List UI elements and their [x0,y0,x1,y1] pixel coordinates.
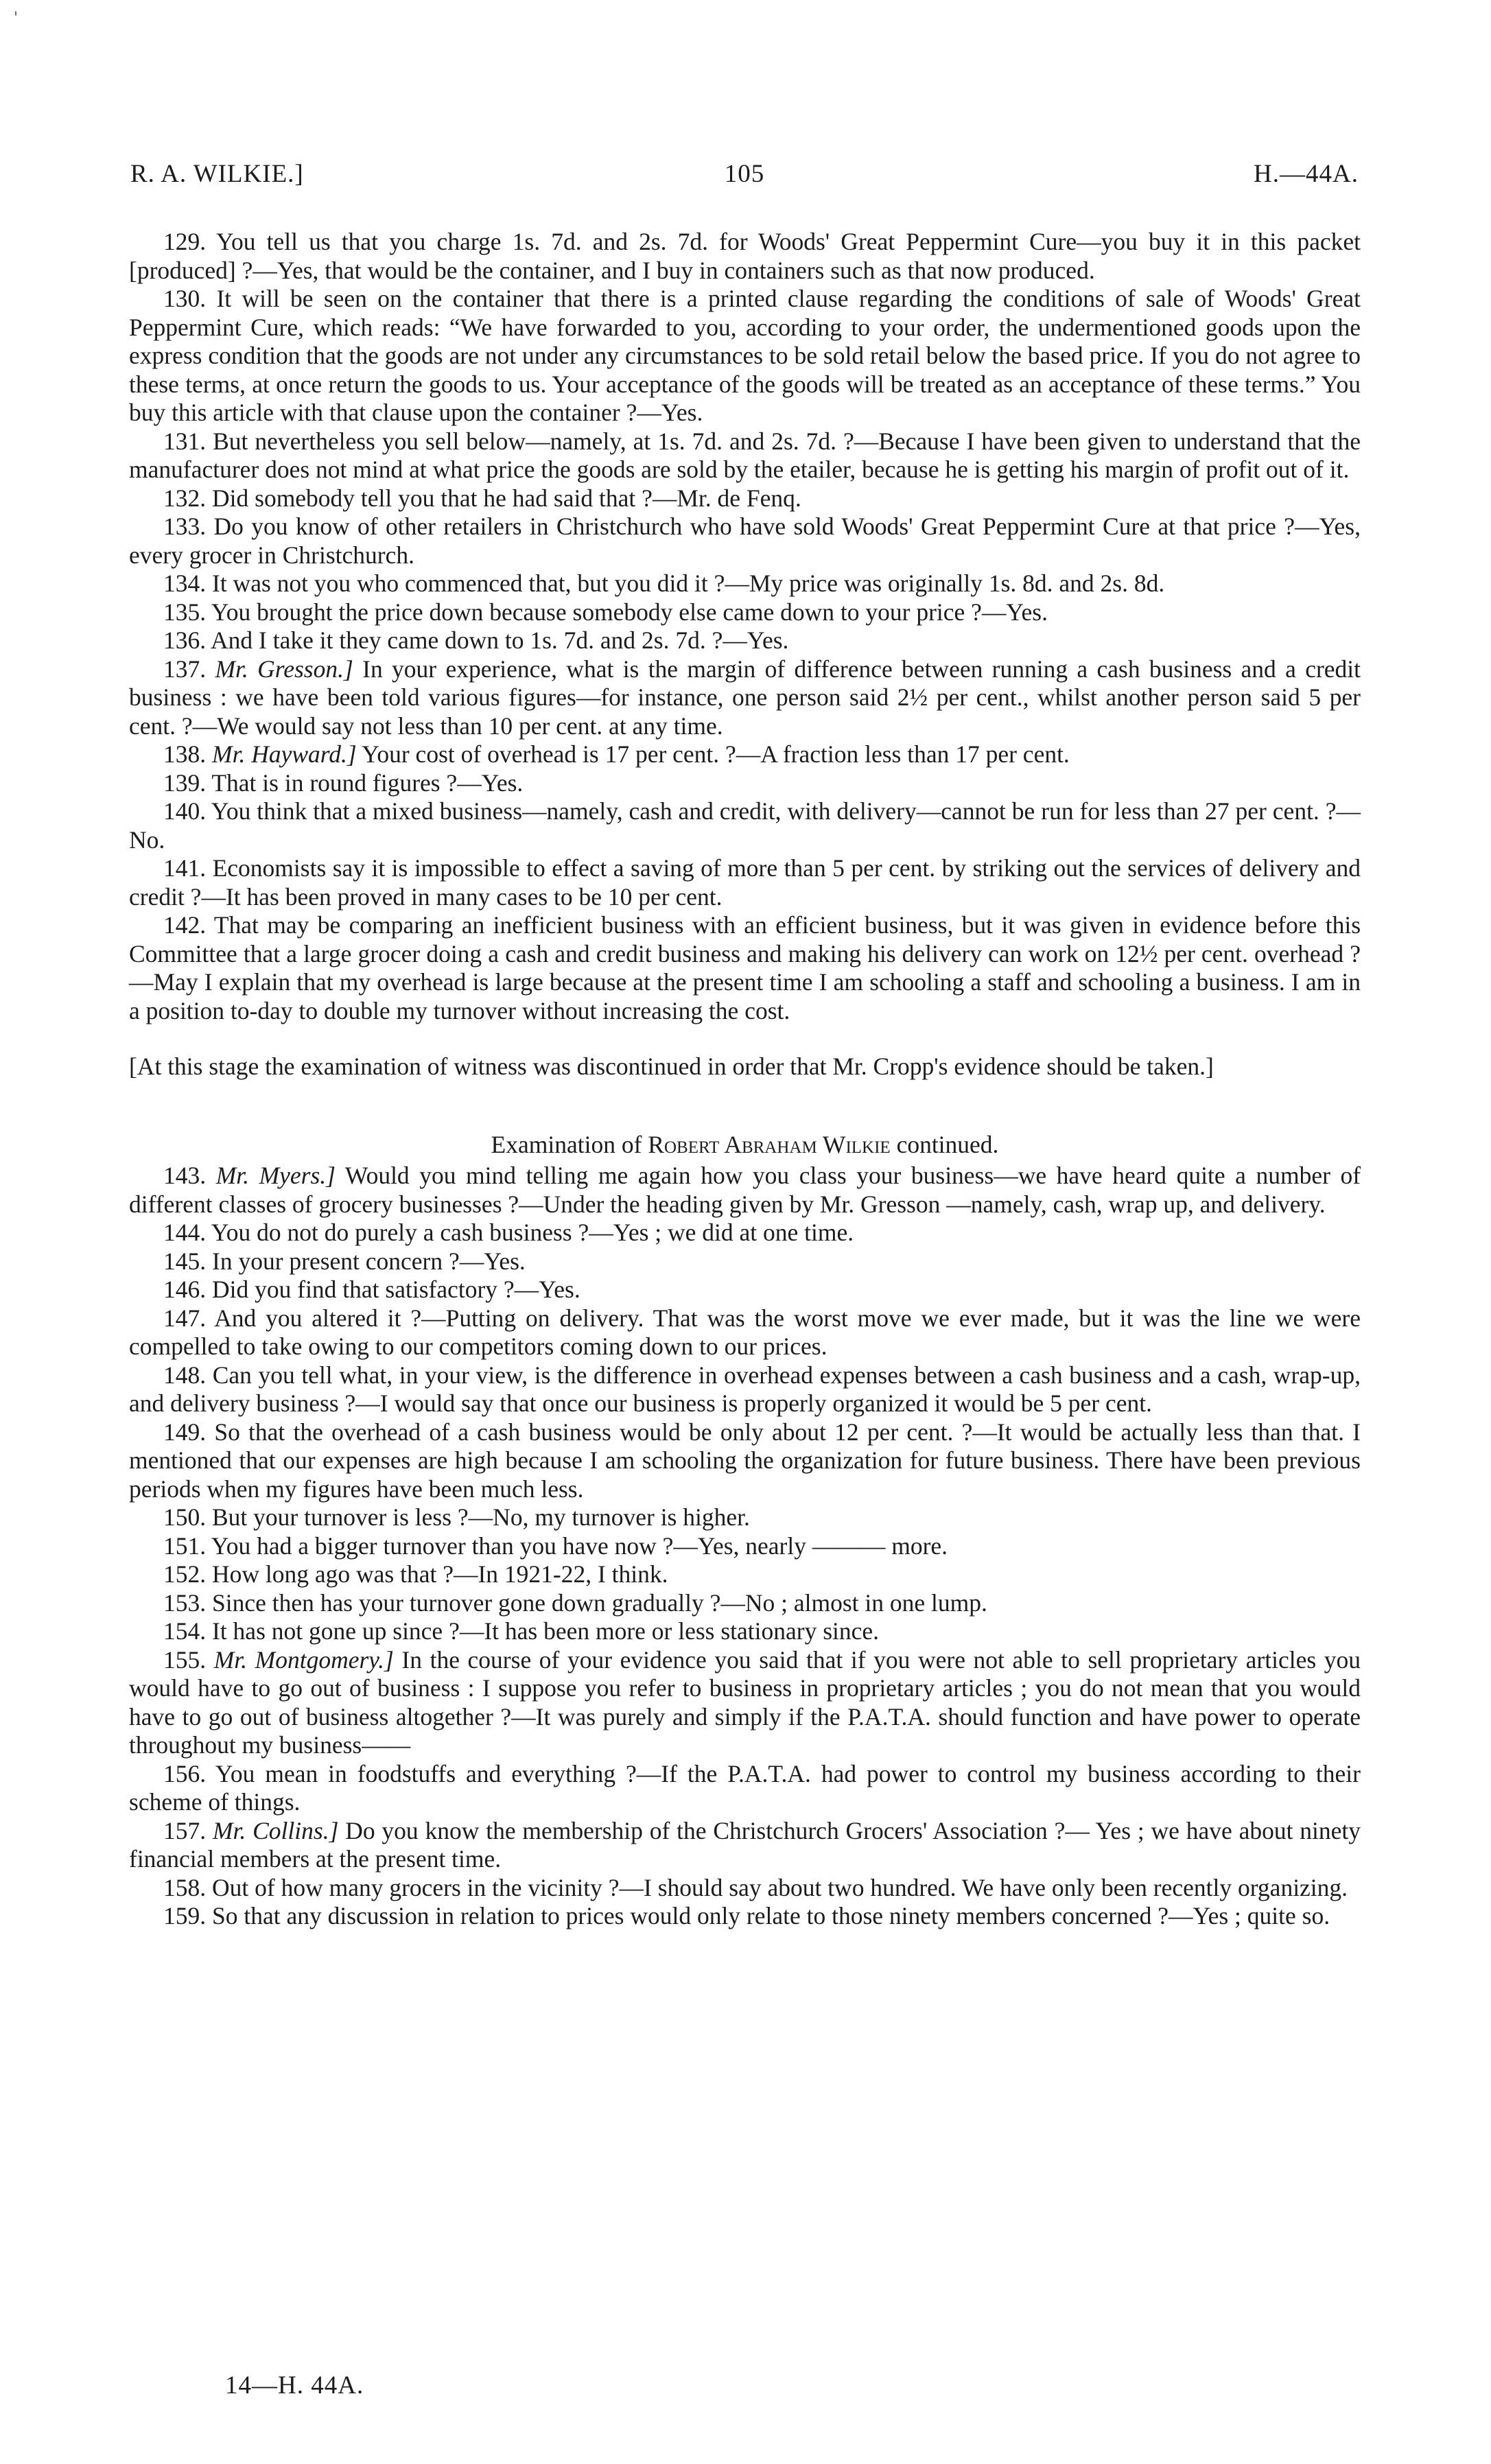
question-number: 157. [163,1816,207,1844]
question-number: 154. [163,1617,207,1645]
question-number: 137. [163,655,207,683]
question-number: 152. [163,1560,207,1588]
question-number: 133. [163,513,207,540]
section-heading-prefix: Examination of [491,1130,642,1158]
question-number: 147. [163,1304,207,1332]
question-answer-paragraph [129,655,1361,741]
question-number: 141. [163,854,207,882]
question-answer-paragraph [129,570,1361,598]
question-answer-paragraph [129,228,1361,285]
question-answer-text: You tell us that you charge 1s. 7d. and 2s. 7d. for Woods' Great Peppermint Cure—you buy it in this packet [produced] ?—Yes, that would be the container, and I buy in containers such as that now produced. [129,228,1361,284]
question-answer-text: So that any discussion in relation to prices would only relate to those ninety members concerned ?—Yes ; quite so. [212,1902,1330,1929]
question-answer-paragraph [129,1503,1361,1532]
question-answer-text: In your experience, what is the margin of difference between running a cash business and a credit business : we have been told various figures—for instance, one person said 2½ per cent., whilst another person said 5 per cent. ?—We would say not less than 10 per cent. at any time. [129,655,1361,740]
question-number: 145. [163,1247,207,1275]
question-answer-text: It will be seen on the container that there is a printed clause regarding the conditions of sale of Woods' Great Peppermint Cure, which reads: “We have forwarded to you, according to your order, the undermentioned goods upon the express condition that the goods are not under any circumstances to be sold retail below the based price. If you do not agree to these terms, at once return the goods to us. Your acceptance of the goods will be treated as an acceptance of these terms.” You buy this article with that clause upon the container ?—Yes. [129,285,1361,426]
testimony-block-first [129,228,1361,1025]
question-answer-text: But nevertheless you sell below—namely, at 1s. 7d. and 2s. 7d. ?—Because I have been given to understand that the manufacturer does not mind at what price the goods are sold by the etailer, because he is getting his margin of profit out of it. [129,427,1361,483]
question-answer-text: So that the overhead of a cash business would be only about 12 per cent. ?—It would be actually less than that. I mentioned that our expenses are high because I am schooling the organization for future business. There have been previous periods when my figures have been much less. [129,1418,1361,1503]
question-answer-paragraph [129,1304,1361,1361]
question-answer-text: It has not gone up since ?—It has been more or less stationary since. [212,1617,880,1645]
question-number: 132. [163,484,207,512]
question-answer-text: That may be comparing an inefficient business with an efficient business, but it was given in evidence before this Committee that a large grocer doing a cash and credit business and making his delivery can work on 12½ per cent. overhead ?—May I explain that my overhead is large because at the present time I am schooling a staff and schooling a business. I am in a position to-day to double my turnover without increasing the cost. [129,911,1361,1024]
document-body [129,228,1361,1931]
question-number: 150. [163,1503,207,1531]
question-answer-text: Can you tell what, in your view, is the difference in overhead expenses between a cash business and a cash, wrap-up, and delivery business ?—I would say that once our business is properly organized it would be 5 per cent. [129,1361,1361,1417]
speaker-name: Mr. Hayward.] [212,740,357,768]
question-answer-text: You do not do purely a cash business ?—Yes ; we did at one time. [211,1219,854,1246]
question-answer-text: You think that a mixed business—namely, cash and credit, with delivery—cannot be run for less than 27 per cent. ?—No. [129,797,1361,854]
question-answer-paragraph [129,626,1361,655]
question-answer-paragraph [129,1817,1361,1874]
question-answer-paragraph [129,797,1361,854]
question-answer-text: Do you know the membership of the Christchurch Grocers' Association ?— Yes ; we have about ninety financial members at the present time. [129,1816,1361,1873]
question-answer-paragraph [129,1276,1361,1304]
question-answer-paragraph [129,1247,1361,1276]
header-witness-name: R. A. WILKIE.] [130,160,304,188]
question-answer-paragraph [129,427,1361,484]
question-answer-text: Did somebody tell you that he had said that ?—Mr. de Fenq. [212,484,801,512]
question-answer-paragraph [129,1760,1361,1817]
question-number: 156. [163,1759,207,1787]
question-answer-paragraph [129,1162,1361,1219]
header-page-number: 105 [724,160,765,188]
question-answer-paragraph [129,1589,1361,1618]
speaker-name: Mr. Gresson.] [215,655,353,683]
question-number: 155. [163,1645,207,1674]
section-heading [129,1131,1361,1160]
question-answer-text: And you altered it ?—Putting on delivery. That was the worst move we ever made, but it was the line we were compelled to take owing to our competitors coming down to our prices. [129,1304,1361,1360]
testimony-block-continued [129,1162,1361,1931]
question-answer-text: How long ago was that ?—In 1921-22, I think. [212,1560,668,1588]
question-number: 158. [163,1873,207,1901]
speaker-name: Mr. Collins.] [212,1816,339,1844]
header-document-reference: H.—44A. [1254,160,1359,188]
section-heading-suffix: continued. [896,1130,999,1158]
question-answer-paragraph [129,1532,1361,1561]
question-answer-text: Do you know of other retailers in Christchurch who have sold Woods' Great Peppermint Cure at that price ?—Yes, every grocer in Christchurch. [129,513,1361,569]
question-number: 143. [163,1162,207,1189]
question-answer-paragraph [129,740,1361,769]
question-answer-text: Would you mind telling me again how you class your business—we have heard quite a number of different classes of grocery businesses ?—Under the heading given by Mr. Gresson —namely, cash, wrap up, and delivery. [129,1162,1361,1218]
question-number: 153. [163,1588,207,1617]
question-answer-paragraph [129,285,1361,427]
question-answer-paragraph [129,1902,1361,1931]
stage-note: [At this stage the examination of witness was discontinued in order that Mr. Cropp's evidence should be taken.] [129,1053,1214,1080]
question-answer-text: Your cost of overhead is 17 per cent. ?—A fraction less than 17 per cent. [362,740,1070,768]
question-number: 130. [163,285,207,312]
footer-signature: 14—H. 44A. [225,2371,364,2400]
page-header [130,159,1359,198]
question-answer-text: Economists say it is impossible to effect a saving of more than 5 per cent. by striking out the services of delivery and credit ?—It has been proved in many cases to be 10 per cent. [129,854,1361,911]
question-answer-paragraph [129,911,1361,1025]
question-number: 159. [163,1902,207,1929]
question-number: 140. [163,797,207,825]
question-number: 131. [163,427,207,455]
question-number: 136. [163,626,207,654]
question-answer-text: You had a bigger turnover than you have now ?—Yes, nearly ——— more. [211,1532,948,1560]
speaker-name: Mr. Montgomery.] [213,1645,394,1674]
question-number: 142. [163,911,207,939]
question-answer-paragraph [129,1874,1361,1903]
question-answer-paragraph [129,598,1361,627]
question-answer-text: Out of how many grocers in the vicinity ?—I should say about two hundred. We have only been recently organizing. [212,1873,1348,1901]
question-answer-paragraph [129,769,1361,798]
question-answer-text: You mean in foodstuffs and everything ?—If the P.A.T.A. had power to control my business according to their scheme of things. [129,1759,1361,1816]
question-answer-paragraph [129,1617,1361,1646]
question-number: 149. [163,1418,207,1446]
question-number: 135. [163,598,207,626]
question-answer-text: And I take it they came down to 1s. 7d. and 2s. 7d. ?—Yes. [211,626,789,654]
question-answer-paragraph [129,513,1361,570]
question-answer-paragraph [129,1560,1361,1589]
page-edge-mark: ' [14,10,19,27]
question-answer-paragraph [129,484,1361,513]
question-answer-text: You brought the price down because somebody else came down to your price ?—Yes. [211,598,1048,626]
question-number: 129. [163,228,207,255]
question-answer-text: It was not you who commenced that, but you did it ?—My price was originally 1s. 8d. and 2s. 8d. [212,570,1165,597]
question-answer-text: In your present concern ?—Yes. [212,1247,526,1275]
question-answer-paragraph [129,1361,1361,1418]
question-answer-paragraph [129,1646,1361,1760]
question-answer-paragraph [129,1219,1361,1247]
question-answer-text: In the course of your evidence you said that if you were not able to sell proprietary articles you would have to go out of business : I suppose you refer to business in proprietary articles ; you do not mean that you would have to go out of business altogether ?—It was purely and simply if the P.A.T.A. should function and have power to operate throughout my business—— [129,1645,1361,1759]
question-number: 139. [163,768,207,797]
question-number: 148. [163,1361,207,1389]
question-answer-paragraph [129,1418,1361,1504]
question-answer-text: Since then has your turnover gone down gradually ?—No ; almost in one lump. [212,1588,987,1617]
question-answer-paragraph [129,854,1361,911]
question-answer-text: That is in round figures ?—Yes. [211,768,524,797]
question-answer-text: Did you find that satisfactory ?—Yes. [212,1276,580,1303]
question-number: 138. [163,740,207,768]
speaker-name: Mr. Myers.] [215,1162,336,1189]
question-number: 151. [163,1532,207,1560]
question-number: 144. [163,1219,207,1246]
question-number: 134. [163,570,207,597]
question-number: 146. [163,1276,207,1303]
section-heading-witness: Robert Abraham Wilkie [648,1130,891,1158]
question-answer-text: But your turnover is less ?—No, my turnover is higher. [212,1503,750,1531]
